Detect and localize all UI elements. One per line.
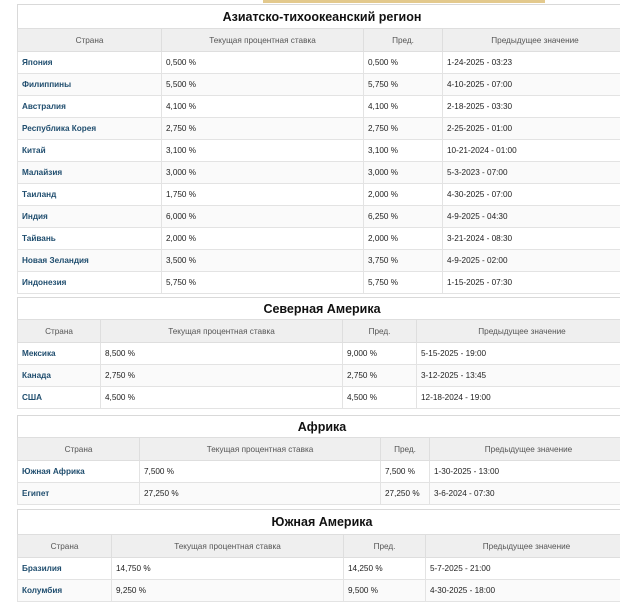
previous-date-cell: 1-24-2025 - 03:23 [443, 52, 620, 74]
previous-date-cell: 4-9-2025 - 04:30 [443, 206, 620, 228]
previous-date-cell: 12-18-2024 - 19:00 [417, 387, 620, 409]
current-rate-cell: 5,500 % [162, 74, 364, 96]
header-previous: Пред. [364, 29, 443, 52]
current-rate-cell: 5,750 % [162, 272, 364, 294]
current-rate-cell: 27,250 % [140, 483, 381, 505]
previous-rate-cell: 14,250 % [344, 558, 426, 580]
country-link[interactable]: Бразилия [22, 564, 62, 573]
country-cell [18, 206, 162, 228]
table-row [18, 365, 620, 387]
previous-rate-cell: 2,000 % [364, 184, 443, 206]
previous-date-cell: 4-9-2025 - 02:00 [443, 250, 620, 272]
previous-date-cell: 4-10-2025 - 07:00 [443, 74, 620, 96]
table-row [18, 387, 620, 409]
current-rate-cell: 1,750 % [162, 184, 364, 206]
previous-rate-cell: 9,000 % [343, 343, 417, 365]
country-cell [18, 74, 162, 96]
table-row [18, 118, 620, 140]
header-previous: Пред. [343, 320, 417, 343]
table-row [18, 206, 620, 228]
region-section [17, 509, 620, 602]
region-section [17, 4, 620, 294]
region-title: Азиатско-тихоокеанский регион [17, 4, 620, 28]
previous-date-cell: 1-30-2025 - 13:00 [430, 461, 620, 483]
country-cell [18, 52, 162, 74]
previous-rate-cell: 27,250 % [381, 483, 430, 505]
region-section [17, 297, 620, 409]
table-header-row [18, 29, 620, 52]
country-cell [18, 118, 162, 140]
header-current-rate: Текущая процентная ставка [112, 535, 344, 558]
rates-table [17, 319, 620, 409]
country-cell [18, 365, 101, 387]
previous-rate-cell: 2,750 % [364, 118, 443, 140]
current-rate-cell: 3,100 % [162, 140, 364, 162]
table-row [18, 74, 620, 96]
table-row [18, 558, 620, 580]
table-row [18, 343, 620, 365]
previous-rate-cell: 5,750 % [364, 74, 443, 96]
table-row [18, 184, 620, 206]
country-link[interactable]: Индонезия [22, 278, 67, 287]
country-cell [18, 272, 162, 294]
current-rate-cell: 4,500 % [101, 387, 343, 409]
country-link[interactable]: Египет [22, 489, 50, 498]
previous-rate-cell: 0,500 % [364, 52, 443, 74]
header-previous-value: Предыдущее значение [430, 438, 620, 461]
table-row [18, 483, 620, 505]
table-header-row [18, 535, 620, 558]
header-current-rate: Текущая процентная ставка [140, 438, 381, 461]
current-rate-cell: 2,000 % [162, 228, 364, 250]
table-row [18, 580, 620, 602]
previous-date-cell: 5-3-2023 - 07:00 [443, 162, 620, 184]
previous-rate-cell: 6,250 % [364, 206, 443, 228]
country-cell [18, 184, 162, 206]
header-country: Страна [18, 535, 112, 558]
current-rate-cell: 14,750 % [112, 558, 344, 580]
header-country: Страна [18, 320, 101, 343]
previous-date-cell: 5-7-2025 - 21:00 [426, 558, 620, 580]
previous-rate-cell: 3,000 % [364, 162, 443, 184]
country-link[interactable]: Республика Корея [22, 124, 97, 133]
header-current-rate: Текущая процентная ставка [101, 320, 343, 343]
header-previous: Пред. [381, 438, 430, 461]
previous-date-cell: 2-18-2025 - 03:30 [443, 96, 620, 118]
header-previous-value: Предыдущее значение [426, 535, 620, 558]
country-cell [18, 580, 112, 602]
country-link[interactable]: Канада [22, 371, 51, 380]
country-cell [18, 140, 162, 162]
country-link[interactable]: Малайзия [22, 168, 63, 177]
header-previous-value: Предыдущее значение [417, 320, 620, 343]
country-cell [18, 228, 162, 250]
country-link[interactable]: Колумбия [22, 586, 63, 595]
header-previous: Пред. [344, 535, 426, 558]
current-rate-cell: 8,500 % [101, 343, 343, 365]
previous-rate-cell: 7,500 % [381, 461, 430, 483]
previous-date-cell: 10-21-2024 - 01:00 [443, 140, 620, 162]
previous-rate-cell: 3,750 % [364, 250, 443, 272]
country-link[interactable]: США [22, 393, 43, 402]
current-rate-cell: 2,750 % [101, 365, 343, 387]
country-link[interactable]: Австралия [22, 102, 66, 111]
previous-date-cell: 5-15-2025 - 19:00 [417, 343, 620, 365]
previous-date-cell: 2-25-2025 - 01:00 [443, 118, 620, 140]
country-link[interactable]: Индия [22, 212, 48, 221]
previous-date-cell: 3-6-2024 - 07:30 [430, 483, 620, 505]
previous-date-cell: 4-30-2025 - 18:00 [426, 580, 620, 602]
country-link[interactable]: Китай [22, 146, 46, 155]
region-title: Северная Америка [17, 297, 620, 319]
table-header-row [18, 320, 620, 343]
current-rate-cell: 6,000 % [162, 206, 364, 228]
previous-rate-cell: 5,750 % [364, 272, 443, 294]
rates-table [17, 534, 620, 602]
top-accent-bar [263, 0, 545, 3]
table-row [18, 461, 620, 483]
country-link[interactable]: Южная Африка [22, 467, 85, 476]
region-title: Африка [17, 415, 620, 437]
country-link[interactable]: Япония [22, 58, 53, 67]
country-cell [18, 483, 140, 505]
country-link[interactable]: Тайвань [22, 234, 56, 243]
previous-rate-cell: 3,100 % [364, 140, 443, 162]
region-section [17, 415, 620, 505]
header-country: Страна [18, 438, 140, 461]
table-header-row [18, 438, 620, 461]
country-link[interactable]: Мексика [22, 349, 56, 358]
country-cell [18, 387, 101, 409]
previous-rate-cell: 2,000 % [364, 228, 443, 250]
country-cell [18, 343, 101, 365]
country-cell [18, 250, 162, 272]
table-row [18, 96, 620, 118]
previous-rate-cell: 2,750 % [343, 365, 417, 387]
country-cell [18, 558, 112, 580]
country-link[interactable]: Новая Зеландия [22, 256, 89, 265]
table-row [18, 140, 620, 162]
country-link[interactable]: Филиппины [22, 80, 72, 89]
previous-rate-cell: 4,100 % [364, 96, 443, 118]
country-cell [18, 461, 140, 483]
previous-date-cell: 3-21-2024 - 08:30 [443, 228, 620, 250]
country-cell [18, 162, 162, 184]
country-link[interactable]: Таиланд [22, 190, 57, 199]
current-rate-cell: 0,500 % [162, 52, 364, 74]
header-country: Страна [18, 29, 162, 52]
table-row [18, 162, 620, 184]
rates-table [17, 437, 620, 505]
current-rate-cell: 3,000 % [162, 162, 364, 184]
region-title: Южная Америка [17, 509, 620, 534]
current-rate-cell: 3,500 % [162, 250, 364, 272]
previous-rate-cell: 4,500 % [343, 387, 417, 409]
previous-date-cell: 1-15-2025 - 07:30 [443, 272, 620, 294]
rates-table [17, 28, 620, 294]
header-current-rate: Текущая процентная ставка [162, 29, 364, 52]
current-rate-cell: 2,750 % [162, 118, 364, 140]
table-row [18, 272, 620, 294]
previous-date-cell: 3-12-2025 - 13:45 [417, 365, 620, 387]
previous-date-cell: 4-30-2025 - 07:00 [443, 184, 620, 206]
table-row [18, 250, 620, 272]
current-rate-cell: 7,500 % [140, 461, 381, 483]
country-cell [18, 96, 162, 118]
header-previous-value: Предыдущее значение [443, 29, 620, 52]
table-row [18, 228, 620, 250]
current-rate-cell: 9,250 % [112, 580, 344, 602]
current-rate-cell: 4,100 % [162, 96, 364, 118]
previous-rate-cell: 9,500 % [344, 580, 426, 602]
table-row [18, 52, 620, 74]
